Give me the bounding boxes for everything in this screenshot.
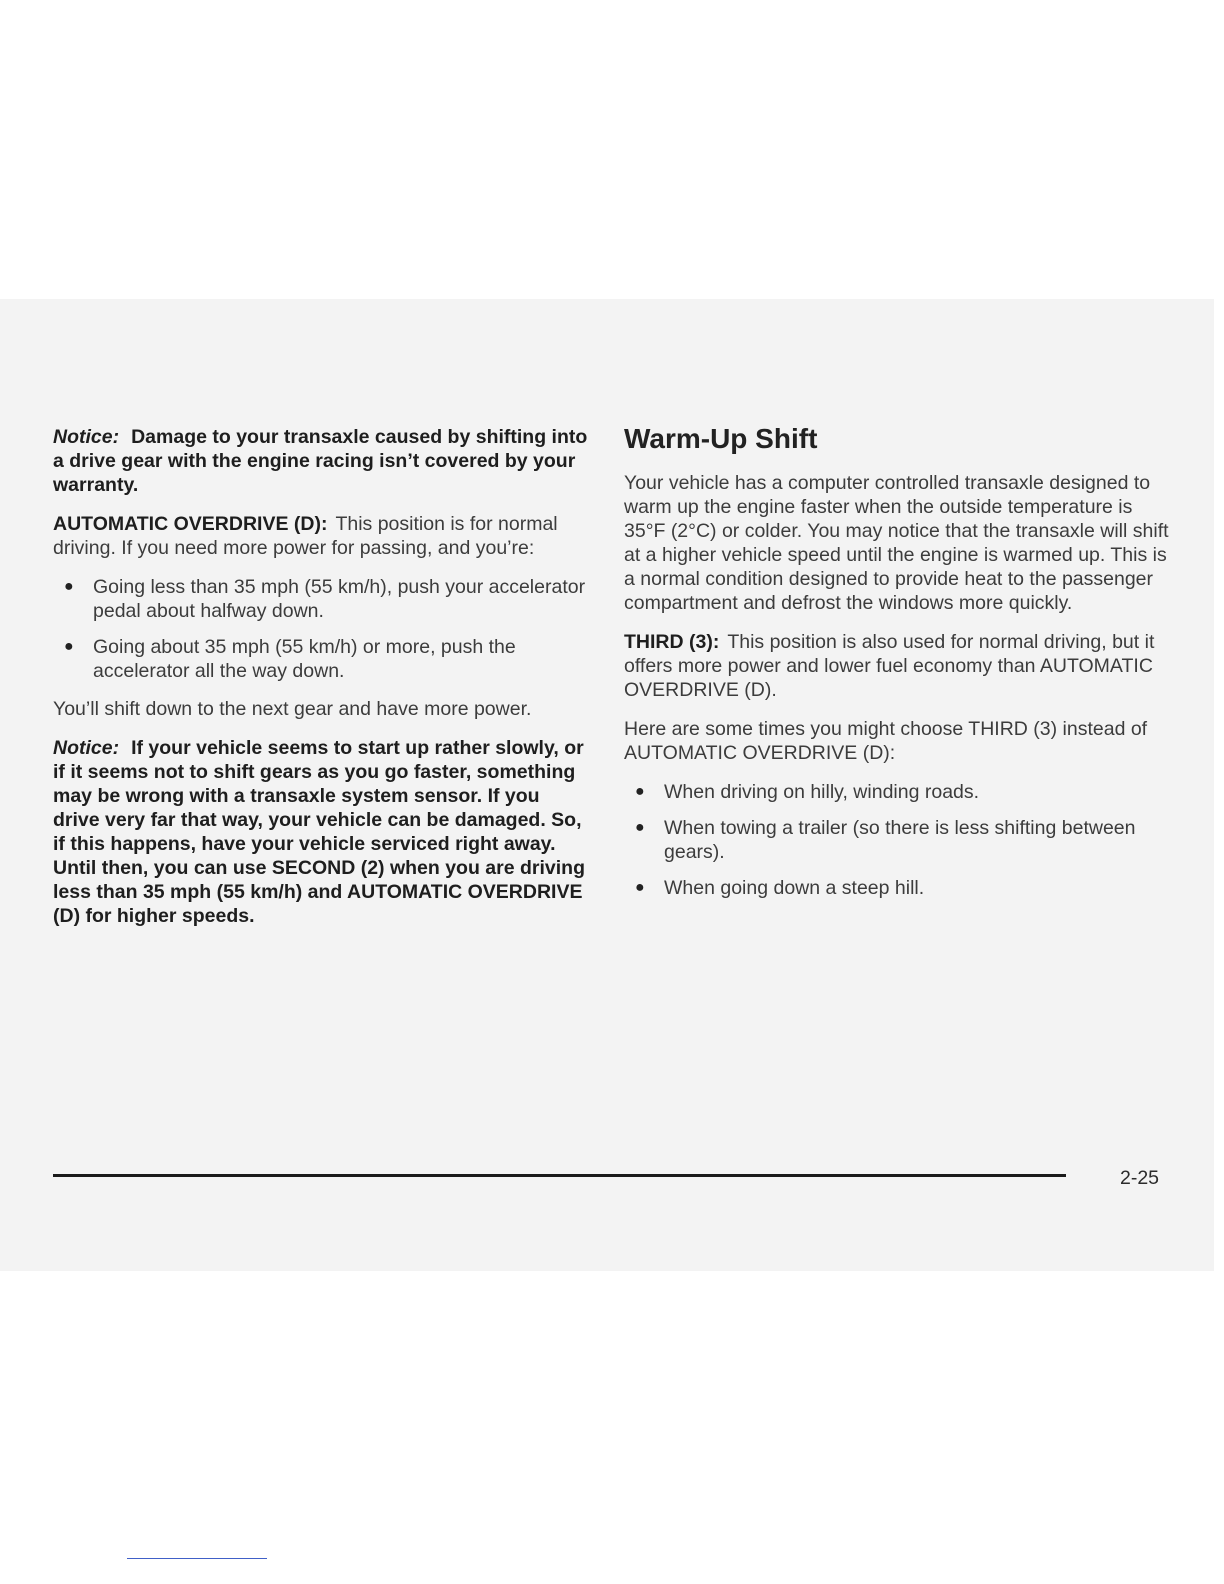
notice-text: Damage to your transaxle caused by shifting into a drive gear with the engine racing isn’t covered by your warranty. <box>53 426 588 496</box>
list-item-text: Going about 35 mph (55 km/h) or more, push the accelerator all the way down. <box>93 636 516 682</box>
list-item <box>53 635 588 683</box>
overdrive-bullet-list <box>53 575 588 683</box>
shift-down-paragraph: You’ll shift down to the next gear and have more power. <box>53 698 532 720</box>
third-bullet-list <box>624 780 1169 900</box>
list-item-text: When towing a trailer (so there is less shifting between gears). <box>664 817 1136 863</box>
notice-label: Notice: <box>53 737 120 759</box>
right-column <box>624 423 1169 914</box>
bullet-dot-icon: ● <box>64 638 74 655</box>
list-item <box>53 575 588 623</box>
notice-text: If your vehicle seems to start up rather slowly, or if it seems not to shift gears as you go faster, something may be wrong with a transaxle system sensor. If you drive very far that way, your vehicle can be damaged. So, if this happens, have your vehicle serviced right away. Until then, you can use SECOND (2) when you are driving less than 35 mph (55 km/h) and AUTOMATIC OVERDRIVE (D) for higher speeds. <box>53 737 585 927</box>
third-label: THIRD (3): <box>624 631 720 653</box>
overdrive-label: AUTOMATIC OVERDRIVE (D): <box>53 513 328 535</box>
overdrive-text: This position is for normal driving. If you need more power for passing, and you’re: <box>53 513 558 559</box>
notice-sensor <box>53 736 588 928</box>
list-item-text: When driving on hilly, winding roads. <box>664 781 980 803</box>
list-item <box>624 780 1169 804</box>
choose-third-paragraph: Here are some times you might choose THIRD (3) instead of AUTOMATIC OVERDRIVE (D): <box>624 718 1148 764</box>
third-paragraph <box>624 630 1169 702</box>
list-item <box>624 876 1169 900</box>
list-item-text: Going less than 35 mph (55 km/h), push your accelerator pedal about halfway down. <box>93 576 586 622</box>
link-underline <box>127 1558 267 1559</box>
third-text: This position is also used for normal driving, but it offers more power and lower fuel economy than AUTOMATIC OVERDRIVE (D). <box>624 631 1155 701</box>
footer-rule <box>53 1174 1066 1177</box>
left-column <box>53 425 588 943</box>
bullet-dot-icon: ● <box>635 879 645 896</box>
page-number: 2-25 <box>1120 1167 1160 1189</box>
overdrive-paragraph <box>53 512 588 560</box>
notice-warranty <box>53 425 588 497</box>
list-item <box>624 816 1169 864</box>
bullet-dot-icon: ● <box>635 819 645 836</box>
notice-label: Notice: <box>53 426 120 448</box>
list-item-text: When going down a steep hill. <box>664 877 925 899</box>
bullet-dot-icon: ● <box>64 578 74 595</box>
warmup-paragraph: Your vehicle has a computer controlled transaxle designed to warm up the engine faster when the outside temperature is 35°F (2°C) or colder. You may notice that the transaxle will shift at a higher vehicle speed until the engine is warmed up. This is a normal condition designed to provide heat to the passenger compartment and defrost the windows more quickly. <box>624 472 1169 614</box>
section-heading: Warm-Up Shift <box>624 423 818 454</box>
bullet-dot-icon: ● <box>635 783 645 800</box>
